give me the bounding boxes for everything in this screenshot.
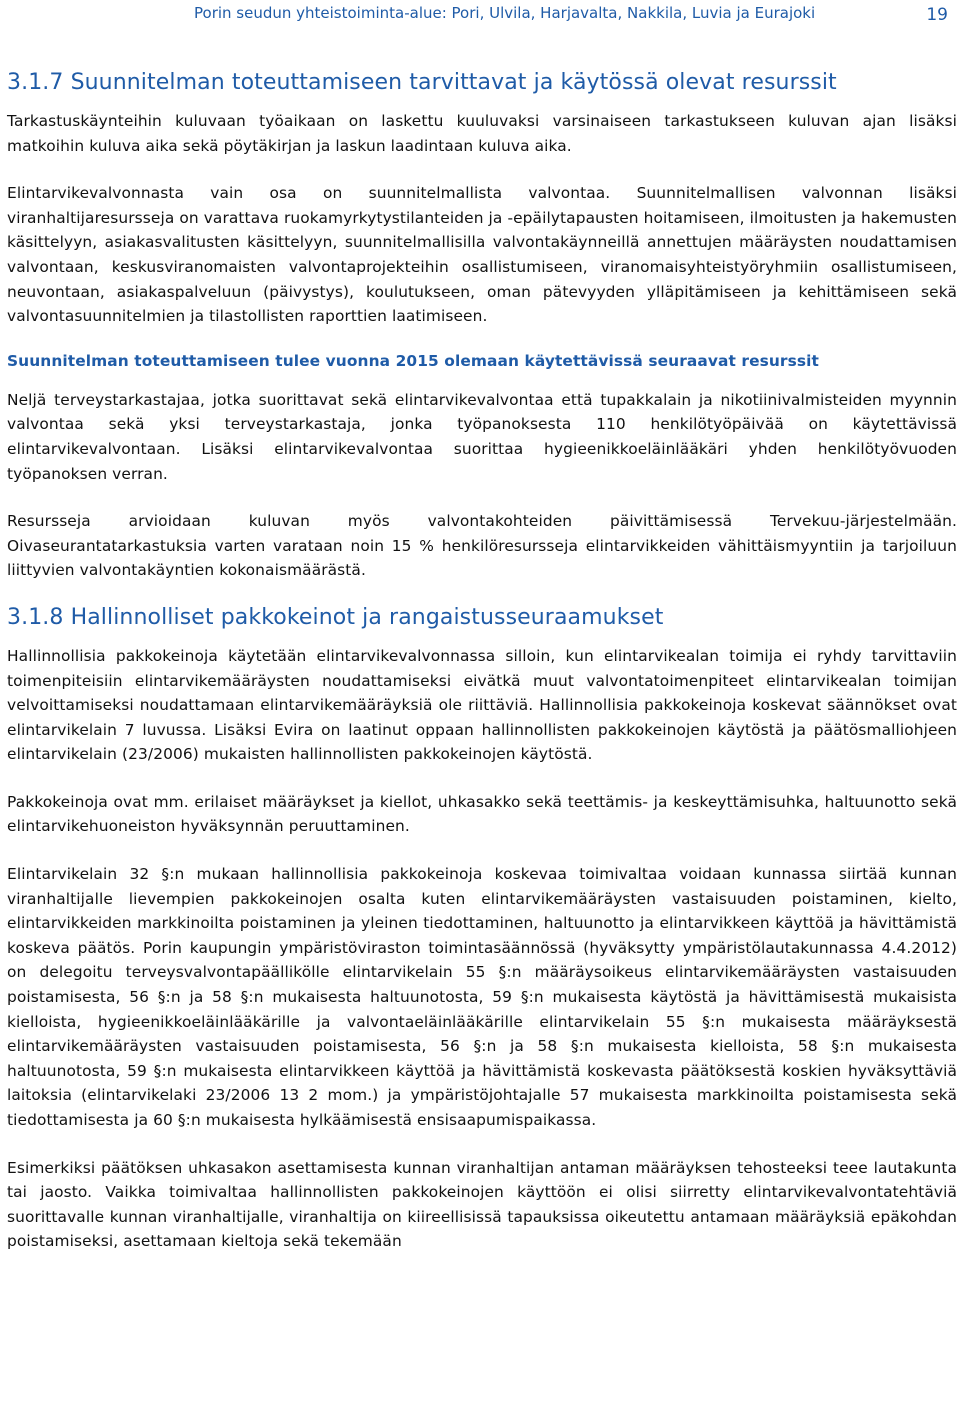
- paragraph-measure-types: Pakkokeinoja ovat mm. erilaiset määräykset ja kiellot, uhkasakko sekä teettämis- ja keskeyttämisuhka, haltuunotto sekä elintarvikehuoneiston hyväksynnän peruuttaminen.: [7, 792, 957, 836]
- paragraph-staff: Neljä terveystarkastajaa, jotka suorittavat sekä elintarvikevalvontaa että tupakkalain ja nikotiinivalmisteiden myynnin valvontaa sekä yksi terveystarkastaja, jonka työpanoksesta 110 henkilötyöpäivää on käytettävissä elintarvikevalvontaan. Lisäksi elintarvikevalvontaa suorittaa hygieenikkoeläinlääkäri yhden henkilötyövuoden työpanoksen verran.: [7, 390, 957, 483]
- paragraph-delegation: Elintarvikelain 32 §:n mukaan hallinnollisia pakkokeinoja koskevaa toimivaltaa voidaan kunnassa siirtää kunnan viranhaltijalle lievempien pakkokeinojen osalta kuten elintarvikemääräysten vastaisuuden poistaminen, kielto, elintarvikkeiden markkinoilta poistaminen ja yleinen tiedottaminen, haltuunotto ja elintarvikkeen käyttöä ja hävittämistä koskeva päätös. Porin kaupungin ympäristöviraston toimintasäännössä (hyväksytty ympäristölautakunnassa 4.4.2012) on delegoitu terveysvalvontapäällikölle elintarvikelain 55 §:n määräysoikeus elintarvikemääräysten vastaisuuden poistamisesta, 56 §:n ja 58 §:n mukaisesta haltuunotosta, 59 §:n mukaisesta käytöstä ja hävittämisestä mukaisista kielloista, hygieenikkoeläinlääkärille ja valvontaeläinlääkärille elintarvikelain 55 §:n mukaisesta määräyksestä elintarvikemääräysten vastaisuuden poistamisesta, 56 §:n ja 58 §:n mukaisesta kielloista, 58 §:n mukaisesta haltuunotosta, 59 §:n mukaisesta elintarvikkeen käyttöä ja hävittämistä koskevasta päätöksestä koskien hyväksyttäviä laitoksia (elintarvikelaki 23/2006 13 2 mom.) ja ympäristöjohtajalle 57 mukaisesta markkinoilta poistamisesta sekä tiedottamisesta ja 60 §:n mukaisesta hylkäämisestä ensisaapumispaikassa.: [7, 865, 957, 1129]
- page-content: [7, 70, 957, 1254]
- resources-subheading: Suunnitelman toteuttamiseen tulee vuonna 2015 olemaan käytettävissä seuraavat resurssit: [7, 351, 819, 370]
- paragraph-unplanned-control: Elintarvikevalvonnasta vain osa on suunnitelmallista valvontaa. Suunnitelmallisen valvonnan lisäksi viranhaltijaresursseja on varattava ruokamyrkytystilanteiden ja -epäilytapausten hoitamiseen, ilmoitusten ja hakemusten käsittelyyn, asiakasvalitusten käsittelyyn, suunnitelmallisilla valvontakäynneillä annettujen määräysten noudattamisen valvontaan, keskusviranomaisten valvontaprojekteihin osallistumiseen, viranomaisyhteistyöryhmiin osallistumiseen, neuvontaan, asiakaspalveluun (päivystys), koulutukseen, oman pätevyyden ylläpitämiseen ja kehittämiseen sekä valvontasuunnitelmien ja tilastollisten raporttien laatimiseen.: [7, 184, 957, 326]
- paragraph-resource-estimate: Resursseja arvioidaan kuluvan myös valvontakohteiden päivittämisessä Tervekuu-järjestelmään. Oivaseurantatarkastuksia varten varataan noin 15 % henkilöresursseja elintarvikkeiden vähittäismyyntiin ja tarjoiluun liittyvien valvontakäyntien kokonaismäärästä.: [7, 512, 957, 580]
- paragraph-administrative-measures: Hallinnollisia pakkokeinoja käytetään elintarvikevalvonnassa silloin, kun elintarvikealan toimija ei ryhdy tarvittaviin toimenpiteisiin elintarvikemääräysten noudattamiseksi eivätkä muut valvontatoimenpiteet elintarvikealan toimijan velvoittamiseksi noudattamaan elintarvikemääräyksiä ole riittäviä. Hallinnollisia pakkokeinoja koskevat säännökset ovat elintarvikelain 7 luvussa. Lisäksi Evira on laatinut oppaan hallinnollisten pakkokeinojen käytöstä ja päätösmalliohjeen elintarvikelain (23/2006) mukaisten hallinnollisten pakkokeinojen käytöstä.: [7, 646, 957, 764]
- section-heading-3-1-7: 3.1.7 Suunnitelman toteuttamiseen tarvittavat ja käytössä olevat resurssit: [7, 70, 837, 95]
- page-header: [0, 0, 960, 30]
- page-number: 19: [926, 5, 948, 25]
- section-heading-3-1-8: 3.1.8 Hallinnolliset pakkokeinot ja rangaistusseuraamukset: [7, 604, 664, 630]
- paragraph-working-time: Tarkastuskäynteihin kuluvaan työaikaan on laskettu kuuluvaksi varsinaiseen tarkastukseen kuluvan ajan lisäksi matkoihin kuluva aika sekä pöytäkirjan ja laskun laadintaan kuluva aika.: [7, 112, 957, 155]
- header-title: Porin seudun yhteistoiminta-alue: Pori, Ulvila, Harjavalta, Nakkila, Luvia ja Eurajoki: [194, 4, 816, 22]
- paragraph-example-decision: Esimerkiksi päätöksen uhkasakon asettamisesta kunnan viranhaltijan antaman määräyksen tehosteeksi teee lautakunta tai jaosto. Vaikka toimivaltaa hallinnollisten pakkokeinojen käyttöön ei olisi siirretty elintarvikevalvontatehtäviä suorittavalle kunnan viranhaltijalle, viranhaltija on kiireellisissä tapauksissa oikeutettu antamaan määräyksiä epäkohdan poistamiseksi, asettamaan kieltoja sekä tekemään: [7, 1158, 957, 1251]
